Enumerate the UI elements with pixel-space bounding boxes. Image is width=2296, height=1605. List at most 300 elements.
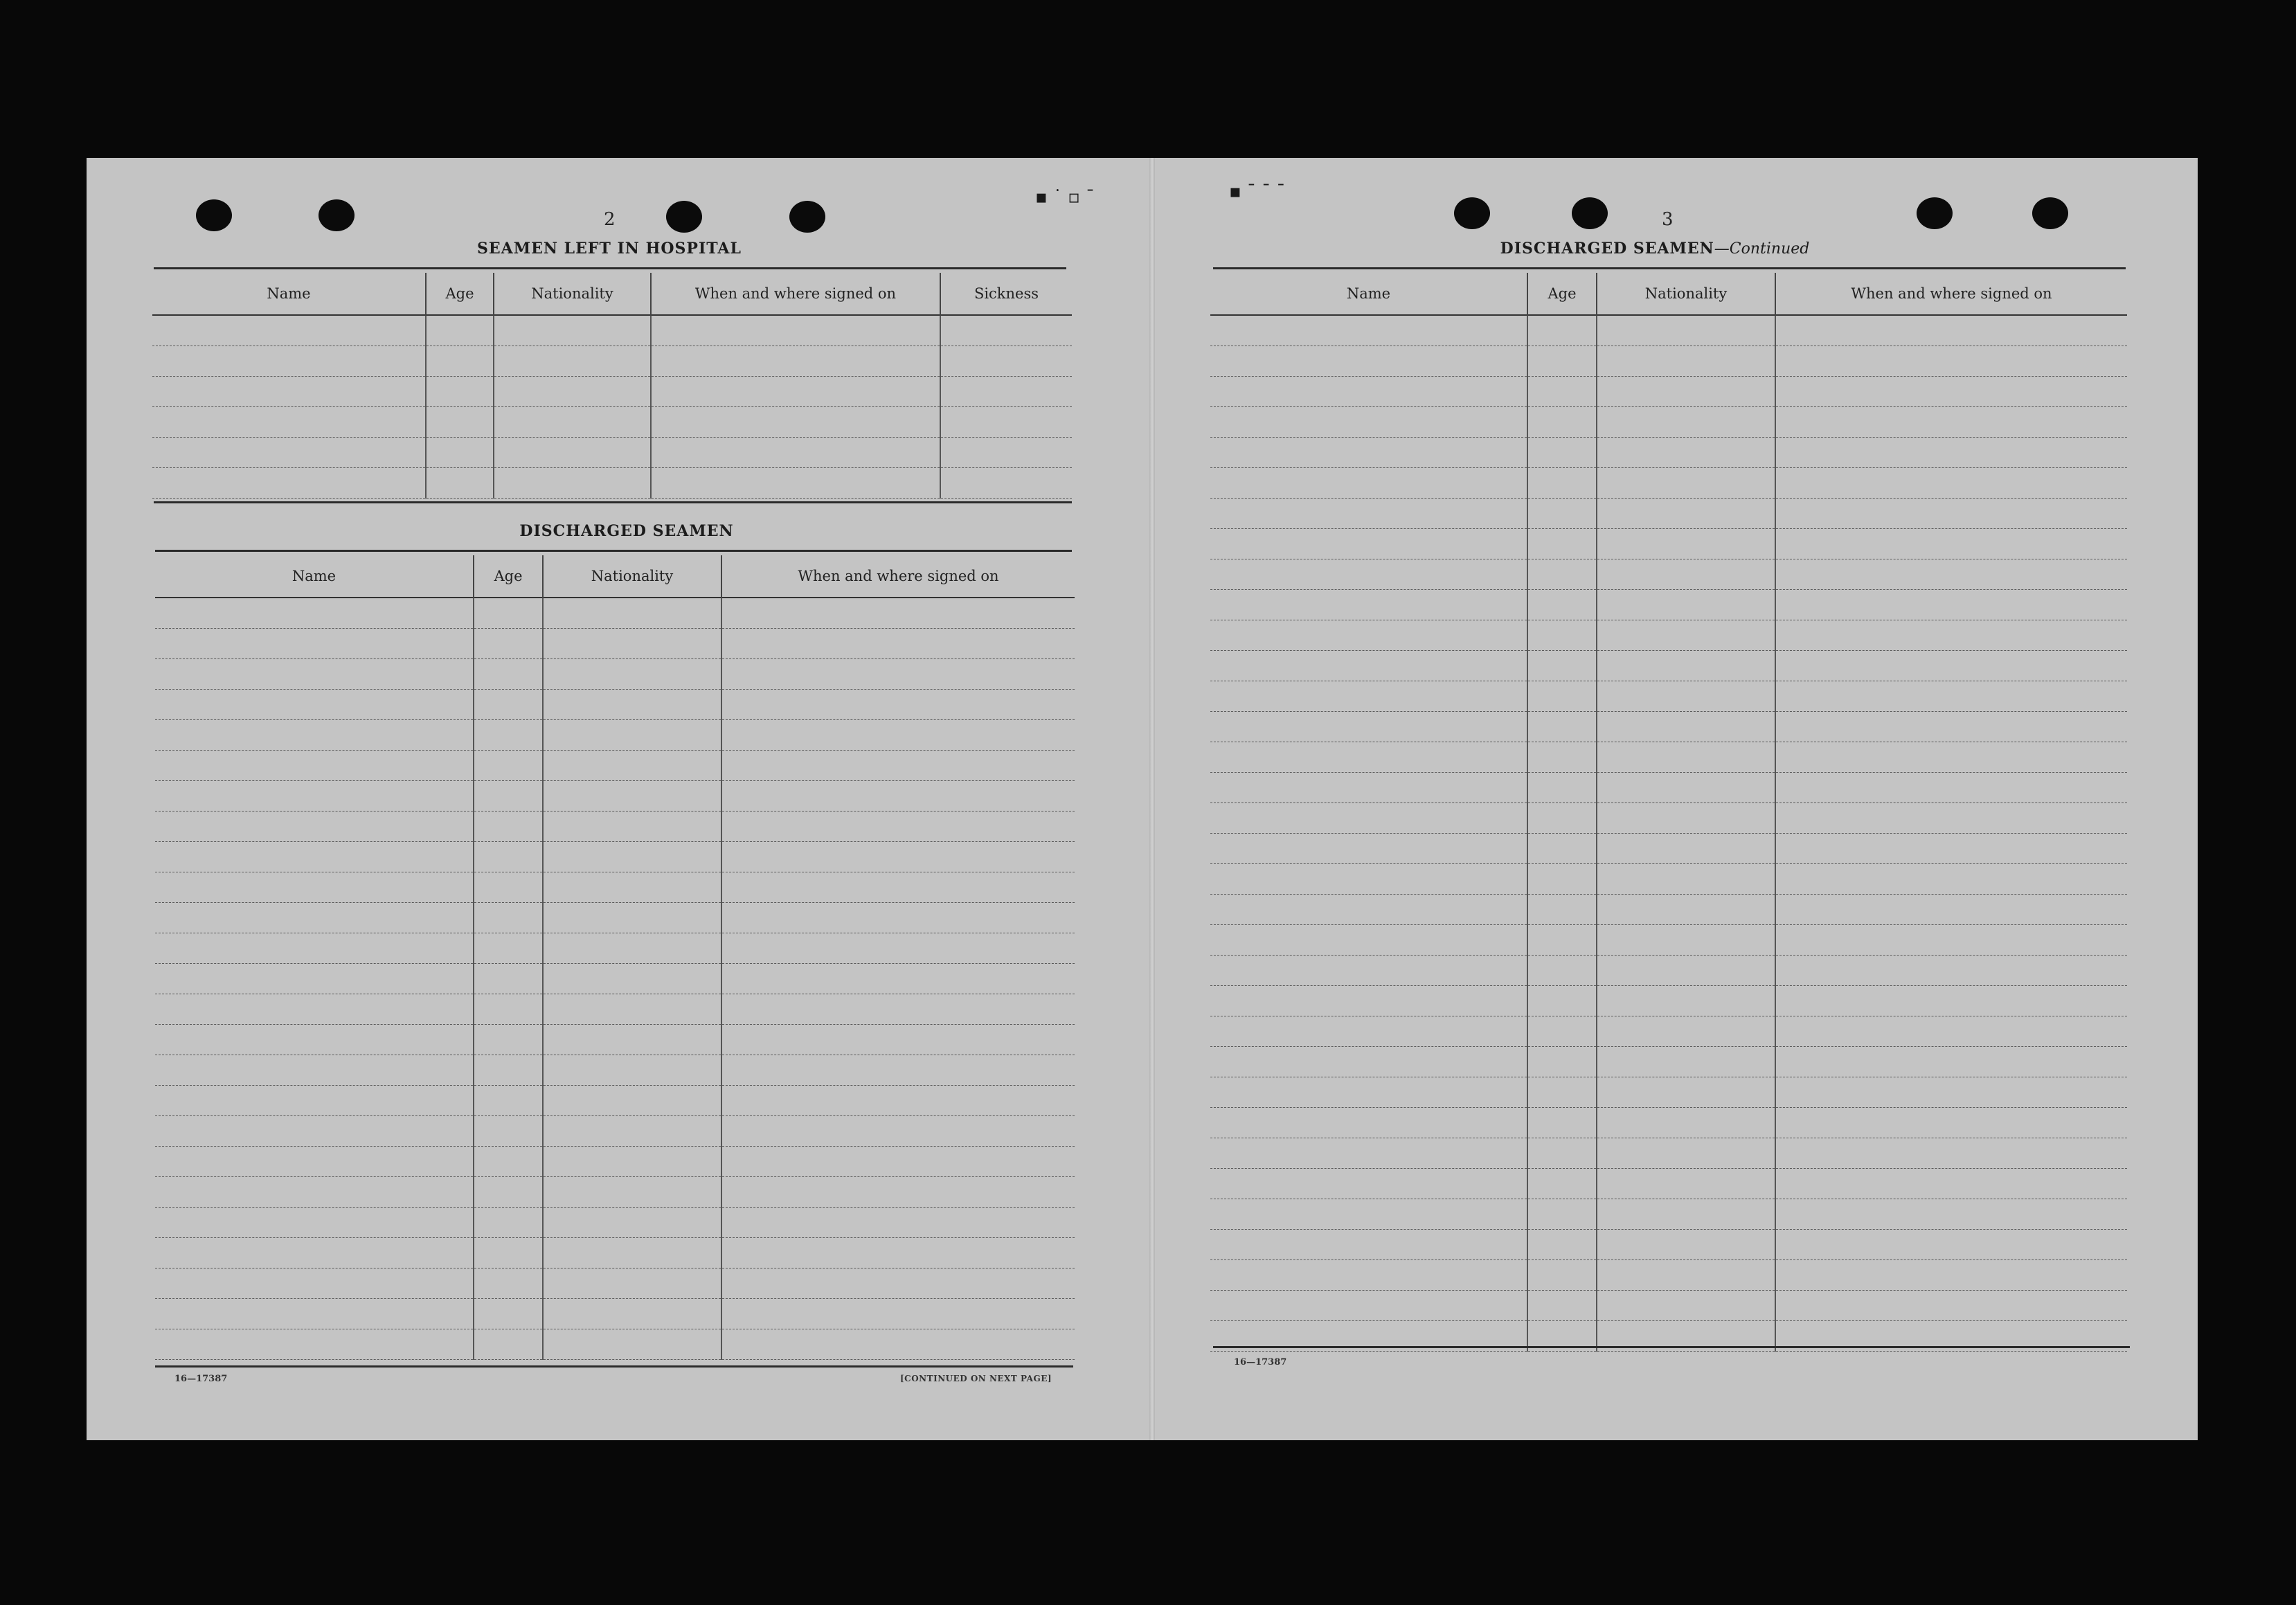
table-cell — [1210, 1199, 1527, 1229]
table-row — [155, 780, 1075, 811]
table-cell — [1527, 924, 1597, 955]
table-cell — [1775, 985, 2127, 1016]
page-fold — [1149, 158, 1155, 1440]
column-header: When and where signed on — [721, 555, 1075, 598]
table-row — [155, 1115, 1075, 1146]
table-cell — [1775, 1107, 2127, 1138]
table-cell — [155, 1268, 474, 1298]
table-cell — [1775, 528, 2127, 559]
table-cell — [1775, 711, 2127, 742]
table-row — [1210, 1107, 2127, 1138]
table-cell — [1775, 498, 2127, 528]
table-row — [155, 1298, 1075, 1329]
table-cell — [1210, 1016, 1527, 1046]
column-header: When and where signed on — [1775, 273, 2127, 315]
table-row — [152, 467, 1072, 498]
table-cell — [1597, 681, 1775, 711]
table-row — [1210, 437, 2127, 467]
table-cell — [721, 1207, 1075, 1237]
table-cell — [155, 1146, 474, 1176]
table-cell — [1775, 681, 2127, 711]
table-cell — [1597, 376, 1775, 406]
table-row — [155, 1237, 1075, 1268]
table-cell — [543, 1085, 721, 1115]
discharged-table — [155, 555, 1075, 1360]
table-cell — [1775, 1168, 2127, 1199]
title-suffix: —Continued — [1714, 240, 1810, 258]
table-cell — [155, 963, 474, 994]
table-cell — [474, 1207, 543, 1237]
table-cell — [1527, 376, 1597, 406]
table-cell — [721, 1085, 1075, 1115]
table-cell — [543, 1146, 721, 1176]
table-cell — [1775, 1199, 2127, 1229]
column-header: Age — [474, 555, 543, 598]
table-cell — [543, 1298, 721, 1329]
table-cell — [543, 1207, 721, 1237]
table-cell — [1527, 650, 1597, 681]
table-cell — [721, 750, 1075, 780]
table-cell — [155, 658, 474, 689]
table-cell — [1210, 802, 1527, 833]
table-cell — [651, 376, 940, 406]
ink-specks: ▪ ˉ ˉ ˉ — [1229, 181, 1286, 202]
table-cell — [1210, 985, 1527, 1016]
table-cell — [1210, 589, 1527, 620]
table-cell — [1210, 863, 1527, 894]
table-cell — [543, 963, 721, 994]
table-row — [1210, 833, 2127, 863]
table-cell — [1210, 1259, 1527, 1290]
table-row — [1210, 1259, 2127, 1290]
table-cell — [1527, 559, 1597, 589]
table-cell — [1210, 833, 1527, 863]
table-cell — [474, 1237, 543, 1268]
table-row — [155, 689, 1075, 719]
table-cell — [1597, 620, 1775, 650]
table-row — [1210, 467, 2127, 498]
table-cell — [474, 811, 543, 841]
hospital-section-title: SEAMEN LEFT IN HOSPITAL — [477, 240, 742, 258]
table-cell — [721, 1329, 1075, 1359]
table-cell — [721, 598, 1075, 628]
table-cell — [1775, 376, 2127, 406]
table-row — [1210, 528, 2127, 559]
table-cell — [1775, 924, 2127, 955]
table-cell — [1597, 650, 1775, 681]
punch-hole — [1917, 197, 1953, 229]
table-cell — [1210, 772, 1527, 802]
table-cell — [494, 376, 651, 406]
discharged-section-title: DISCHARGED SEAMEN — [519, 522, 734, 540]
discharged-continued-title — [1454, 240, 1856, 258]
table-cell — [721, 963, 1075, 994]
table-cell — [474, 750, 543, 780]
table-row — [152, 315, 1072, 346]
table-row — [1210, 406, 2127, 437]
table-cell — [1210, 559, 1527, 589]
table-cell — [1597, 742, 1775, 772]
table-row — [1210, 1077, 2127, 1107]
table-cell — [155, 1207, 474, 1237]
table-cell — [543, 1176, 721, 1207]
table-cell — [1775, 406, 2127, 437]
table-cell — [155, 933, 474, 963]
table-cell — [721, 1055, 1075, 1085]
column-header: Sickness — [940, 273, 1072, 315]
table-cell — [721, 719, 1075, 750]
table-cell — [1210, 650, 1527, 681]
table-cell — [474, 1024, 543, 1055]
table-row — [155, 1176, 1075, 1207]
table-cell — [1775, 833, 2127, 863]
table-cell — [1597, 1107, 1775, 1138]
table-cell — [1597, 437, 1775, 467]
table-cell — [543, 750, 721, 780]
table-cell — [1597, 406, 1775, 437]
table-cell — [543, 1329, 721, 1359]
table-cell — [1597, 894, 1775, 924]
column-header: Name — [1346, 285, 1391, 302]
table-cell — [721, 780, 1075, 811]
table-cell — [1210, 467, 1527, 498]
table-cell — [1527, 772, 1597, 802]
table-row — [155, 658, 1075, 689]
table-cell — [1527, 1168, 1597, 1199]
section-rule — [155, 550, 1072, 552]
table-cell — [155, 902, 474, 933]
punch-hole — [666, 201, 702, 233]
section-rule — [1213, 1346, 2130, 1348]
table-cell — [474, 872, 543, 902]
table-row — [1210, 802, 2127, 833]
table-cell — [1775, 437, 2127, 467]
table-cell — [651, 467, 940, 498]
table-cell — [1775, 1259, 2127, 1290]
table-cell — [1775, 589, 2127, 620]
table-cell — [651, 315, 940, 346]
table-cell — [155, 811, 474, 841]
table-cell — [1775, 863, 2127, 894]
table-cell — [1597, 1229, 1775, 1259]
column-header: When and where signed on — [651, 273, 940, 315]
section-rule — [1213, 267, 2126, 269]
table-cell — [1210, 346, 1527, 376]
table-row — [155, 841, 1075, 872]
table-cell — [1597, 1168, 1775, 1199]
table-cell — [152, 437, 426, 467]
table-cell — [721, 1024, 1075, 1055]
table-cell — [474, 1146, 543, 1176]
table-cell — [155, 872, 474, 902]
table-cell — [1210, 498, 1527, 528]
table-row — [155, 994, 1075, 1024]
table-cell — [1597, 589, 1775, 620]
table-cell — [1775, 802, 2127, 833]
title-main: DISCHARGED SEAMEN — [1500, 240, 1714, 258]
table-row — [152, 346, 1072, 376]
table-cell — [155, 750, 474, 780]
table-row — [1210, 681, 2127, 711]
table-cell — [1527, 894, 1597, 924]
table-cell — [1527, 711, 1597, 742]
table-cell — [155, 1085, 474, 1115]
table-cell — [721, 872, 1075, 902]
page-number: 3 — [1662, 209, 1674, 230]
table-cell — [721, 811, 1075, 841]
table-row — [155, 598, 1075, 628]
table-cell — [940, 315, 1072, 346]
table-row — [1210, 1138, 2127, 1168]
table-cell — [474, 933, 543, 963]
table-cell — [474, 1329, 543, 1359]
table-cell — [1527, 1138, 1597, 1168]
table-cell — [155, 719, 474, 750]
column-header: Age — [1527, 273, 1597, 315]
table-row — [1210, 1168, 2127, 1199]
table-cell — [1210, 406, 1527, 437]
table-cell — [1597, 1199, 1775, 1229]
table-row — [1210, 498, 2127, 528]
table-row — [1210, 924, 2127, 955]
table-cell — [721, 933, 1075, 963]
table-cell — [543, 719, 721, 750]
table-cell — [155, 1024, 474, 1055]
table-cell — [474, 994, 543, 1024]
table-cell — [1527, 315, 1597, 346]
table-cell — [1597, 955, 1775, 985]
table-cell — [721, 841, 1075, 872]
table-cell — [543, 841, 721, 872]
table-cell — [721, 902, 1075, 933]
table-cell — [494, 315, 651, 346]
table-cell — [474, 841, 543, 872]
table-cell — [721, 1268, 1075, 1298]
table-row — [152, 406, 1072, 437]
section-rule — [154, 501, 1072, 503]
table-row — [1210, 589, 2127, 620]
table-cell — [1527, 1077, 1597, 1107]
table-cell — [940, 467, 1072, 498]
table-row — [155, 1055, 1075, 1085]
table-cell — [1527, 589, 1597, 620]
table-cell — [543, 658, 721, 689]
table-cell — [1210, 955, 1527, 985]
table-row — [155, 1024, 1075, 1055]
table-row — [155, 1329, 1075, 1359]
table-cell — [1210, 1107, 1527, 1138]
table-cell — [1527, 1259, 1597, 1290]
table-cell — [543, 811, 721, 841]
table-cell — [474, 1268, 543, 1298]
table-cell — [721, 1237, 1075, 1268]
table-cell — [543, 1115, 721, 1146]
table-cell — [1597, 315, 1775, 346]
table-cell — [1210, 1168, 1527, 1199]
column-header: Name — [267, 285, 311, 302]
table-cell — [1527, 406, 1597, 437]
table-cell — [1775, 620, 2127, 650]
table-row — [1210, 742, 2127, 772]
table-cell — [155, 780, 474, 811]
table-cell — [721, 628, 1075, 658]
table-cell — [1210, 681, 1527, 711]
table-row — [152, 437, 1072, 467]
table-row — [1210, 1229, 2127, 1259]
table-cell — [474, 1115, 543, 1146]
table-cell — [940, 376, 1072, 406]
table-cell — [543, 780, 721, 811]
table-cell — [1597, 772, 1775, 802]
table-cell — [155, 1176, 474, 1207]
table-cell — [1597, 467, 1775, 498]
table-cell — [1597, 1016, 1775, 1046]
table-row — [155, 1146, 1075, 1176]
table-cell — [155, 598, 474, 628]
table-row — [1210, 711, 2127, 742]
table-cell — [1775, 1229, 2127, 1259]
table-cell — [474, 689, 543, 719]
table-cell — [1597, 1290, 1775, 1320]
table-row — [155, 872, 1075, 902]
table-cell — [1210, 620, 1527, 650]
table-cell — [1597, 528, 1775, 559]
table-cell — [543, 902, 721, 933]
table-cell — [1527, 498, 1597, 528]
table-cell — [474, 598, 543, 628]
table-cell — [1775, 894, 2127, 924]
column-header: Nationality — [543, 555, 721, 598]
table-row — [1210, 1016, 2127, 1046]
punch-hole — [319, 199, 355, 231]
table-cell — [1210, 711, 1527, 742]
table-cell — [1527, 955, 1597, 985]
table-cell — [1597, 1077, 1775, 1107]
table-cell — [1597, 924, 1775, 955]
table-cell — [1597, 498, 1775, 528]
table-cell — [474, 1055, 543, 1085]
section-rule — [154, 267, 1066, 269]
table-cell — [1775, 1077, 2127, 1107]
table-cell — [426, 376, 494, 406]
table-row — [1210, 1046, 2127, 1077]
table-cell — [1597, 346, 1775, 376]
table-cell — [543, 1237, 721, 1268]
table-row — [1210, 1199, 2127, 1229]
table-cell — [1210, 1138, 1527, 1168]
table-cell — [155, 1298, 474, 1329]
table-row — [1210, 620, 2127, 650]
table-cell — [155, 628, 474, 658]
table-cell — [543, 598, 721, 628]
table-cell — [1775, 772, 2127, 802]
table-cell — [474, 658, 543, 689]
table-cell — [474, 1176, 543, 1207]
table-cell — [1210, 742, 1527, 772]
table-cell — [152, 346, 426, 376]
table-cell — [426, 406, 494, 437]
punch-hole — [196, 199, 232, 231]
page-number: 2 — [604, 209, 616, 230]
table-cell — [1527, 1290, 1597, 1320]
table-row — [1210, 346, 2127, 376]
table-cell — [940, 437, 1072, 467]
table-row — [1210, 376, 2127, 406]
table-cell — [940, 406, 1072, 437]
table-cell — [152, 406, 426, 437]
punch-hole — [789, 201, 825, 233]
table-cell — [494, 406, 651, 437]
table-cell — [1527, 620, 1597, 650]
column-header: Nationality — [1597, 273, 1775, 315]
table-cell — [1210, 1290, 1527, 1320]
table-cell — [152, 315, 426, 346]
table-cell — [1210, 1046, 1527, 1077]
table-cell — [474, 1085, 543, 1115]
table-cell — [1597, 711, 1775, 742]
form-code: 16—17387 — [1234, 1357, 1287, 1368]
table-row — [155, 811, 1075, 841]
table-cell — [474, 902, 543, 933]
table-cell — [721, 1146, 1075, 1176]
table-cell — [426, 437, 494, 467]
table-cell — [1527, 346, 1597, 376]
table-cell — [543, 1055, 721, 1085]
table-cell — [1527, 528, 1597, 559]
table-row — [155, 933, 1075, 963]
table-row — [1210, 863, 2127, 894]
table-cell — [1597, 559, 1775, 589]
table-row — [155, 902, 1075, 933]
table-cell — [1527, 1199, 1597, 1229]
continued-note: [CONTINUED ON NEXT PAGE] — [900, 1374, 1052, 1383]
table-row — [155, 1085, 1075, 1115]
table-cell — [152, 467, 426, 498]
table-cell — [543, 933, 721, 963]
table-row — [1210, 955, 2127, 985]
table-cell — [1527, 681, 1597, 711]
discharged-continued-table — [1210, 273, 2127, 1352]
table-cell — [155, 841, 474, 872]
table-cell — [543, 1268, 721, 1298]
table-cell — [721, 1298, 1075, 1329]
table-cell — [543, 872, 721, 902]
punch-hole — [1454, 197, 1490, 229]
table-cell — [1527, 1229, 1597, 1259]
table-cell — [426, 346, 494, 376]
table-cell — [494, 346, 651, 376]
table-cell — [474, 719, 543, 750]
table-cell — [651, 406, 940, 437]
table-cell — [1210, 924, 1527, 955]
table-cell — [1210, 1229, 1527, 1259]
table-row — [1210, 985, 2127, 1016]
table-cell — [1527, 802, 1597, 833]
punch-hole — [1572, 197, 1608, 229]
table-cell — [474, 963, 543, 994]
table-cell — [1527, 863, 1597, 894]
ink-specks: ▪ ˙ ▫ ˉ — [1035, 187, 1095, 208]
table-cell — [474, 780, 543, 811]
table-cell — [1775, 467, 2127, 498]
hospital-table — [152, 273, 1072, 499]
table-cell — [1210, 315, 1527, 346]
table-cell — [1775, 1016, 2127, 1046]
table-cell — [155, 1055, 474, 1085]
table-cell — [474, 628, 543, 658]
table-cell — [1527, 437, 1597, 467]
table-cell — [155, 994, 474, 1024]
